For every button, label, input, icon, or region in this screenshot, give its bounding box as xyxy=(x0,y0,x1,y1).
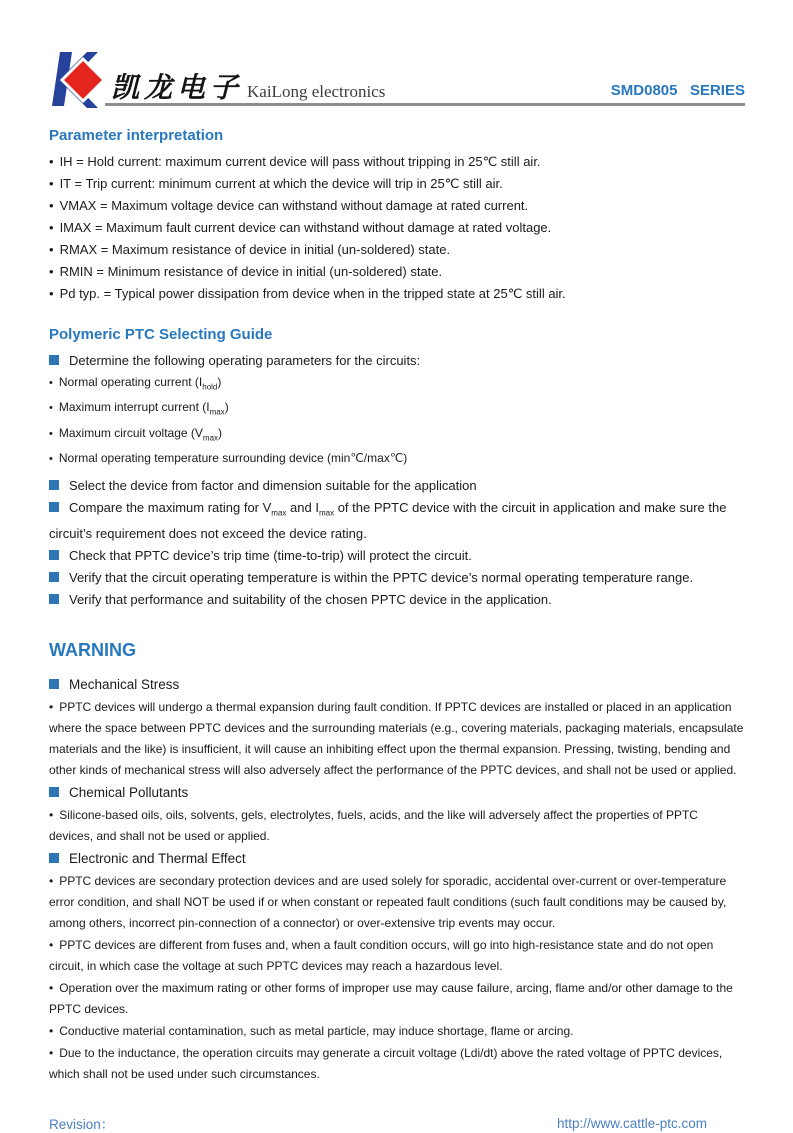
guide-text: Check that PPTC device’s trip time (time-to-trip) will protect the circuit. xyxy=(69,548,472,564)
series-title: SMD0805 SERIES xyxy=(610,82,745,99)
website-link[interactable]: http://www.cattle-ptc.com xyxy=(556,1115,707,1131)
parameter-item xyxy=(49,261,745,283)
guide-text: Maximum interrupt current (I xyxy=(58,400,210,415)
page-footer xyxy=(49,1113,745,1133)
guide-text: ) xyxy=(217,375,222,389)
square-bullet-icon xyxy=(49,502,59,512)
parameter-text: IH = Hold current: maximum current device will pass without tripping in 25℃ still air. xyxy=(59,154,541,169)
bullet-dot-icon: • xyxy=(49,700,54,715)
page-header xyxy=(49,50,745,106)
guide-text: ) xyxy=(218,425,223,440)
subscript-text: max xyxy=(202,433,219,443)
guide-square-item xyxy=(49,475,745,496)
bullet-dot-icon: • xyxy=(49,198,54,213)
bullet-dot-icon: • xyxy=(49,264,54,279)
guide-text: Normal operating current (I xyxy=(58,375,203,389)
bullet-dot-icon: • xyxy=(49,874,54,889)
guide-square-item xyxy=(49,350,745,371)
bullet-dot-icon: • xyxy=(49,176,54,191)
parameter-text: RMAX = Maximum resistance of device in initial (un-soldered) state. xyxy=(59,242,451,257)
guide-text: Verify that the circuit operating temperature is within the PPTC device’s normal operating temperature range. xyxy=(69,570,694,586)
parameter-item xyxy=(49,195,745,217)
square-bullet-icon xyxy=(49,787,59,797)
company-name-chinese: 凯龙电子 xyxy=(111,71,244,104)
guide-text: ) xyxy=(224,400,229,415)
subscript-text: max xyxy=(318,508,335,518)
parameter-text: IMAX = Maximum fault current device can withstand without damage at rated voltage. xyxy=(59,220,552,235)
bullet-dot-icon: • xyxy=(49,453,53,466)
company-logo-icon xyxy=(49,50,105,106)
warning-text: Silicone-based oils, oils, solvents, gels, electrolytes, fuels, acids, and the like will adversely affect the properties of PPTC devices, and shall not be used or applied. xyxy=(49,808,698,844)
guide-dot-item xyxy=(49,372,745,397)
parameter-text: RMIN = Minimum resistance of device in initial (un-soldered) state. xyxy=(59,264,443,279)
warning-subheading-chemical xyxy=(49,782,745,804)
square-bullet-icon xyxy=(49,550,59,560)
bullet-dot-icon: • xyxy=(49,981,54,996)
subscript-text: max xyxy=(271,508,287,518)
parameter-item xyxy=(49,151,745,173)
parameter-item xyxy=(49,239,745,261)
parameter-item xyxy=(49,173,745,195)
warning-paragraph xyxy=(49,978,745,1020)
guide-dot-item xyxy=(49,448,745,473)
guide-text: Verify that performance and suitability of the chosen PPTC device in the application. xyxy=(69,592,552,608)
warning-subheading-text: Chemical Pollutants xyxy=(69,785,189,801)
bullet-dot-icon: • xyxy=(49,242,54,257)
bullet-dot-icon: • xyxy=(49,402,53,415)
guide-square-item xyxy=(49,567,745,588)
subscript-text: hold xyxy=(202,382,218,392)
bullet-dot-icon: • xyxy=(49,377,53,389)
parameter-item xyxy=(49,283,745,305)
subscript-text: max xyxy=(209,407,225,417)
section-title-selecting-guide: Polymeric PTC Selecting Guide xyxy=(49,326,273,343)
warning-subheading-mechanical xyxy=(49,674,745,696)
guide-text: Determine the following operating parameters for the circuits: xyxy=(69,353,421,368)
bullet-dot-icon: • xyxy=(49,220,54,235)
guide-text: Normal operating temperature surrounding device (min℃/max℃) xyxy=(58,451,408,466)
warning-paragraph xyxy=(49,805,745,847)
guide-text: Compare the maximum rating for V xyxy=(69,499,272,515)
warning-text: Operation over the maximum rating or other forms of improper use may cause failure, arcing, flame and/or other damage to the PPTC devices. xyxy=(49,981,733,1017)
square-bullet-icon xyxy=(49,572,59,582)
guide-dot-item xyxy=(49,397,745,422)
warning-subheading-text: Mechanical Stress xyxy=(69,677,180,693)
guide-text: Maximum circuit voltage (V xyxy=(58,425,203,440)
warning-text: Conductive material contamination, such as metal particle, may induce shortage, flame or arcing. xyxy=(59,1024,574,1039)
warning-text: PPTC devices will undergo a thermal expansion during fault condition. If PPTC devices are installed or placed in an application where the space between PPTC devices and the surrounding materials (e.g., covering materials, packaging materials, encapsulate materials and the like) is insufficient, it will cause an inhibiting effect upon the thermal expansion. Pressing, twisting, bending and other kinds of mechanical stress will also adversely affect the performance of the PPTC devices, and shall not be used or applied. xyxy=(49,700,744,778)
guide-square-item xyxy=(49,545,745,566)
square-bullet-icon xyxy=(49,853,59,863)
warning-text: Due to the inductance, the operation circuits may generate a circuit voltage (Ldi/dt) above the rated voltage of PPTC devices, which shall not be used under such circumstances. xyxy=(49,1046,723,1082)
parameter-item xyxy=(49,217,745,239)
section-title-parameter-interpretation: Parameter interpretation xyxy=(49,127,224,144)
warning-paragraph xyxy=(49,935,745,977)
warning-paragraph xyxy=(49,697,745,781)
warning-paragraph xyxy=(49,871,745,934)
warning-paragraph xyxy=(49,1021,745,1042)
guide-square-item xyxy=(49,589,745,610)
bullet-dot-icon: • xyxy=(49,427,53,440)
bullet-dot-icon: • xyxy=(49,808,54,823)
bullet-dot-icon: • xyxy=(49,1024,54,1039)
company-name-latin: KaiLong electronics xyxy=(247,82,386,101)
warning-subheading-text: Electronic and Thermal Effect xyxy=(69,851,246,867)
square-bullet-icon xyxy=(49,594,59,604)
guide-text: of the PPTC device with the circuit in application and make sure the circuit’s requirement does not exceed the device rating. xyxy=(49,499,727,542)
guide-text: Select the device from factor and dimension suitable for the application xyxy=(69,477,477,493)
bullet-dot-icon: • xyxy=(49,938,54,953)
guide-dot-item xyxy=(49,423,745,448)
guide-square-item xyxy=(49,497,745,545)
warning-paragraph xyxy=(49,1043,745,1085)
warning-subheading-electronic xyxy=(49,848,745,870)
square-bullet-icon xyxy=(49,480,59,490)
parameter-text: IT = Trip current: minimum current at which the device will trip in 25℃ still air. xyxy=(59,176,503,191)
guide-text: and I xyxy=(286,499,319,515)
bullet-dot-icon: • xyxy=(49,1046,54,1061)
parameter-text: Pd typ. = Typical power dissipation from device when in the tripped state at 25℃ still air. xyxy=(59,286,566,301)
revision-label: Revision： xyxy=(49,1117,115,1133)
header-rule xyxy=(105,50,745,106)
square-bullet-icon xyxy=(49,679,59,689)
parameter-text: VMAX = Maximum voltage device can withstand without damage at rated current. xyxy=(59,198,529,213)
bullet-dot-icon: • xyxy=(49,286,54,301)
warning-text: PPTC devices are secondary protection devices and are used solely for sporadic, accidental over-current or over-temperature error condition, and shall NOT be used if or when constant or repeated fault conditions (such fault conditions may be caused by, among others, incorrect pin-connection of a connector) or over-extensive trip events may occur. xyxy=(49,874,727,931)
section-title-warning: WARNING xyxy=(49,640,136,661)
bullet-dot-icon: • xyxy=(49,154,54,169)
warning-text: PPTC devices are different from fuses and, when a fault condition occurs, will go into high-resistance state and do not open circuit, in which case the voltage at such PPTC devices may reach a hazardous level. xyxy=(49,938,714,974)
square-bullet-icon xyxy=(49,355,59,365)
